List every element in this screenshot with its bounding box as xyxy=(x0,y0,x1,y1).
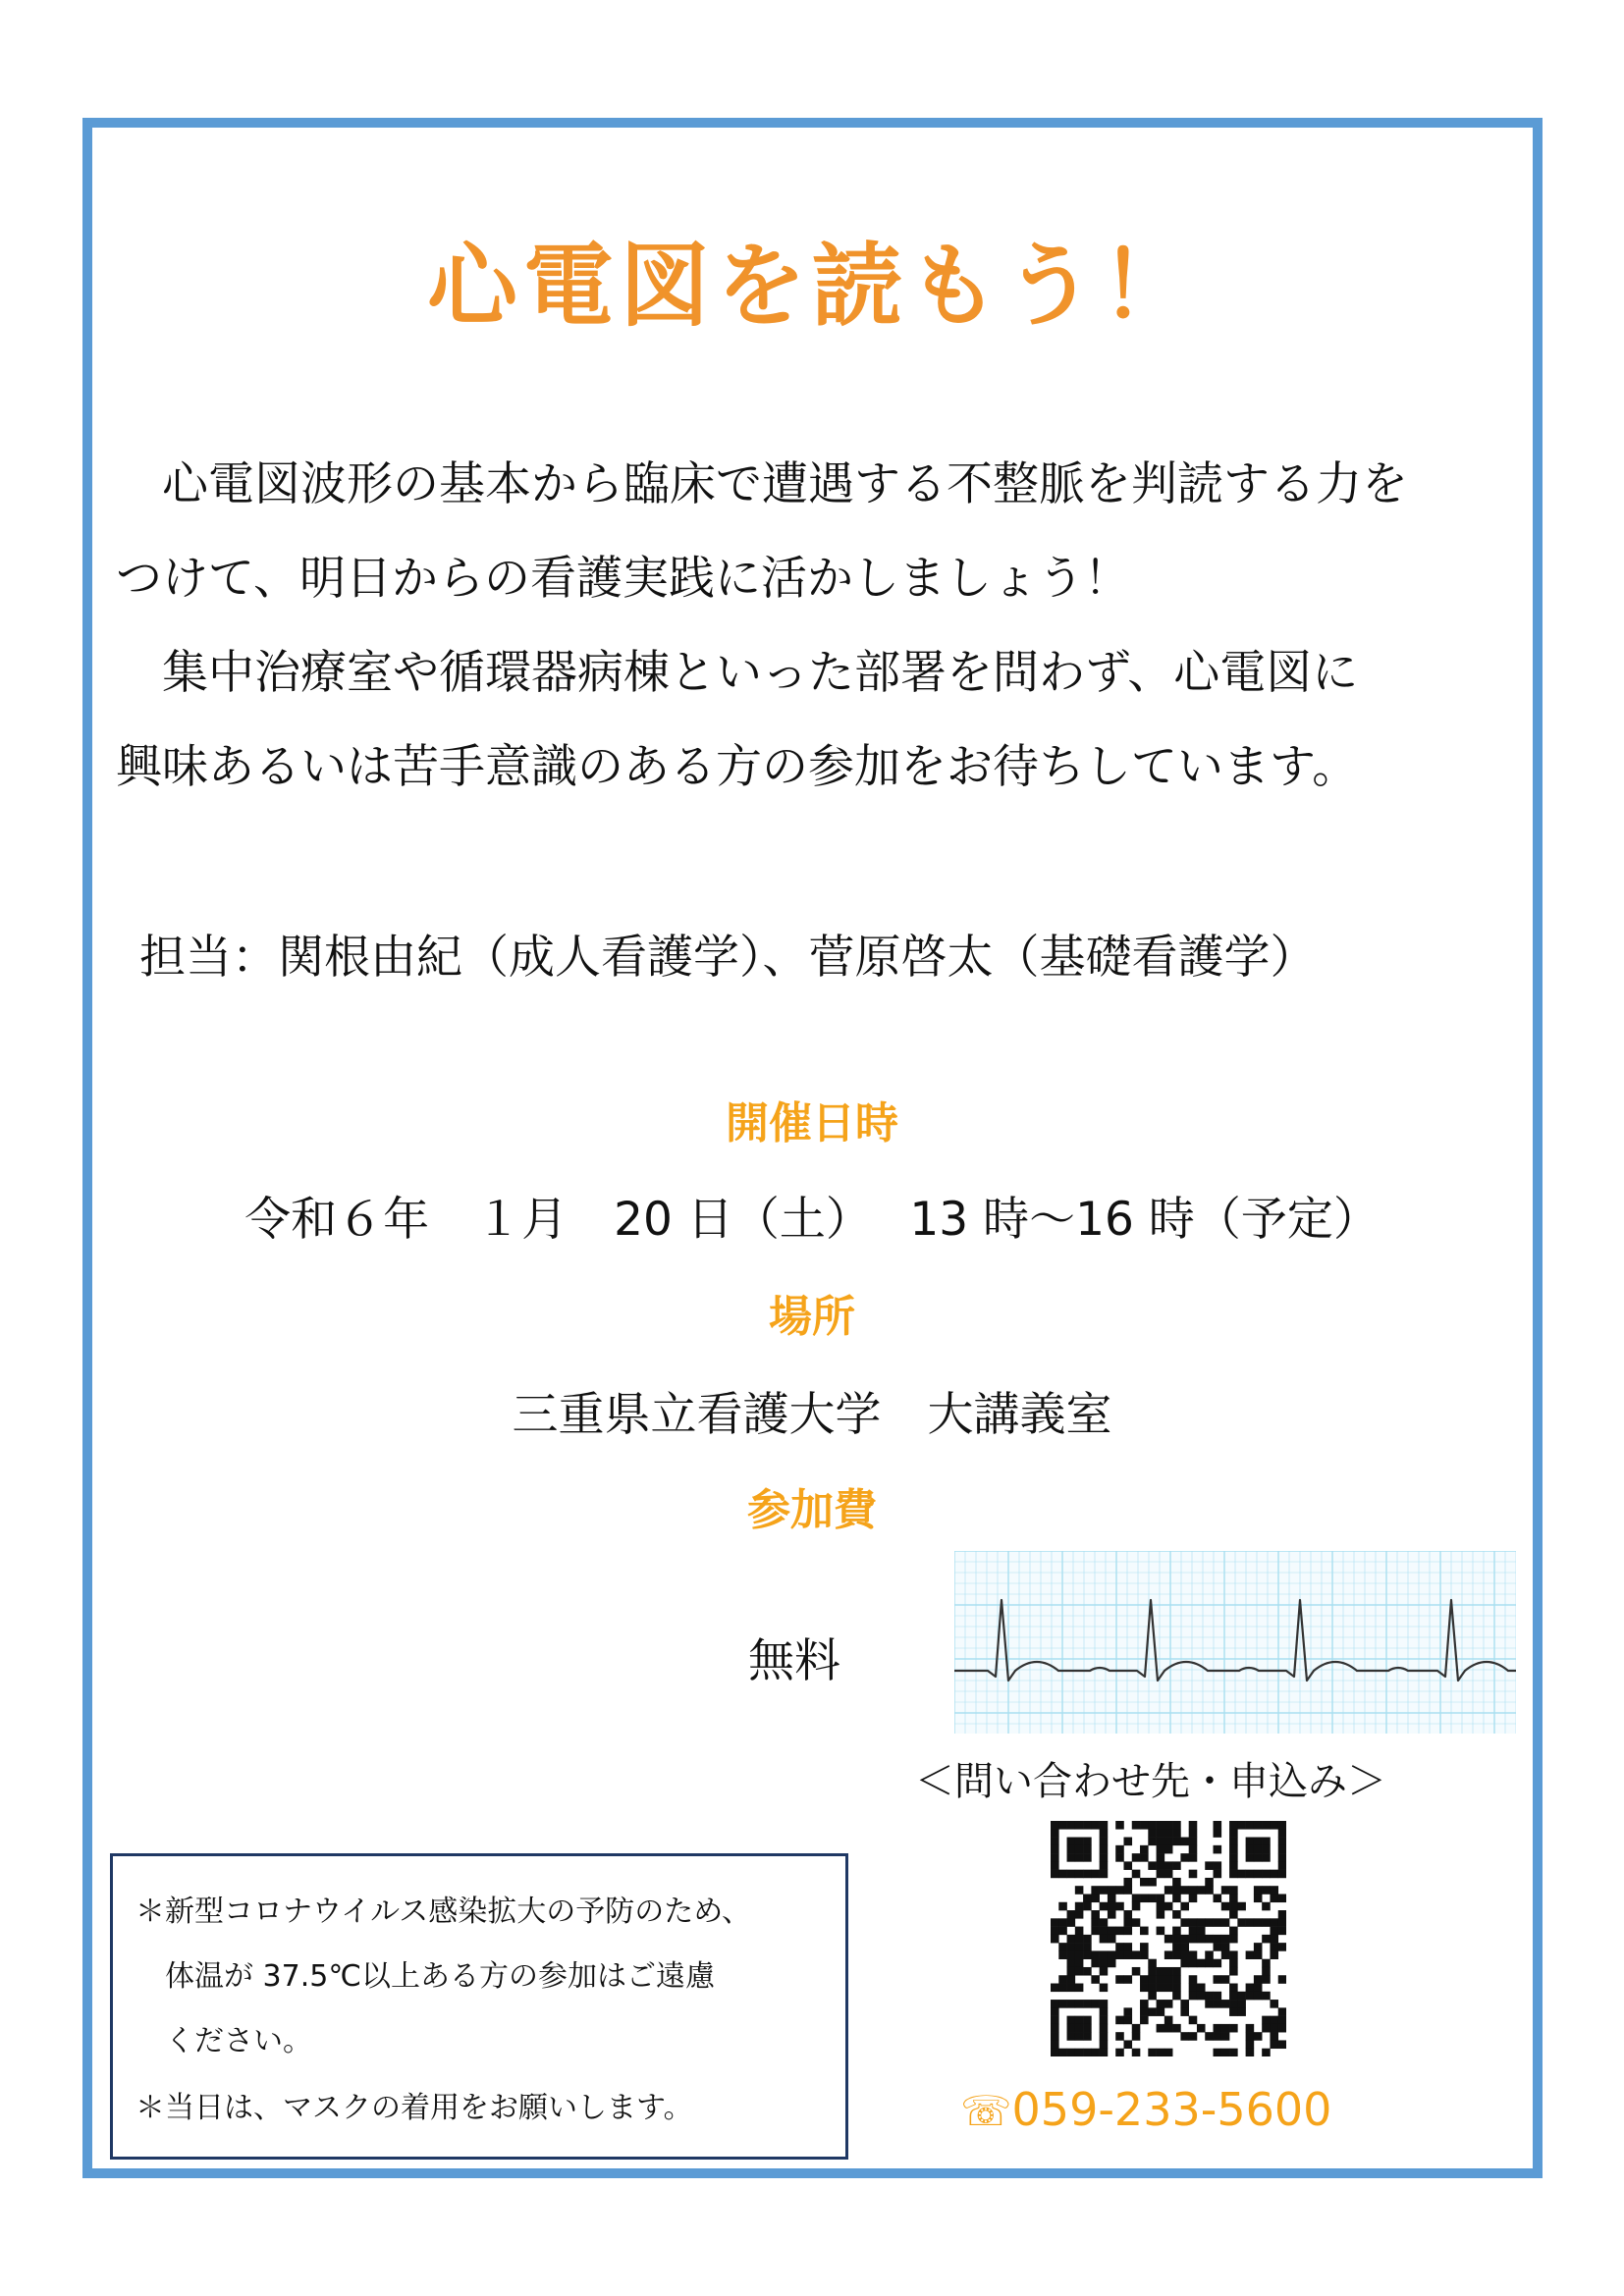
place-heading: 場所 xyxy=(769,1292,855,1342)
place-value: 三重県立看護大学 大講義室 xyxy=(512,1388,1112,1442)
fee-value: 無料 xyxy=(748,1634,840,1688)
notice-line: ＊当日は、マスクの着用をお願いします。 xyxy=(135,2091,693,2125)
fee-heading: 参加費 xyxy=(747,1485,877,1535)
notice-line: ください。 xyxy=(165,2024,312,2058)
contact-label: ＜問い合わせ先・申込み＞ xyxy=(915,1759,1386,1804)
qr-code-image[interactable] xyxy=(1051,1821,1286,2056)
intro-text-line: 集中治療室や循環器病棟といった部署を問わず、心電図に xyxy=(162,646,1359,700)
phone-number-text: 059-233-5600 xyxy=(1011,2083,1332,2136)
date-heading: 開催日時 xyxy=(726,1098,898,1148)
phone-number[interactable] xyxy=(960,2083,1331,2136)
notice-line: ＊新型コロナウイルス感染拡大の予防のため、 xyxy=(135,1895,751,1929)
staff-info: 担当：関根由紀（成人看護学）、菅原啓太（基礎看護学） xyxy=(139,931,1317,985)
date-value: 令和６年 １月 20 日（土） 13 時～16 時（予定） xyxy=(244,1193,1380,1247)
intro-text-line: つけて、明日からの看護実践に活かしましょう！ xyxy=(116,552,1131,606)
notice-line: 体温が 37.5℃以上ある方の参加はご遠慮 xyxy=(165,1959,716,1994)
intro-text-line: 心電図波形の基本から臨床で遭遇する不整脈を判読する力を xyxy=(162,457,1408,511)
page-title: 心電図を読もう！ xyxy=(426,234,1197,339)
phone-icon: ☏ xyxy=(960,2087,1012,2135)
ecg-waveform-image xyxy=(954,1551,1516,1734)
intro-text-line: 興味あるいは苦手意識のある方の参加をお待ちしています。 xyxy=(116,740,1359,794)
